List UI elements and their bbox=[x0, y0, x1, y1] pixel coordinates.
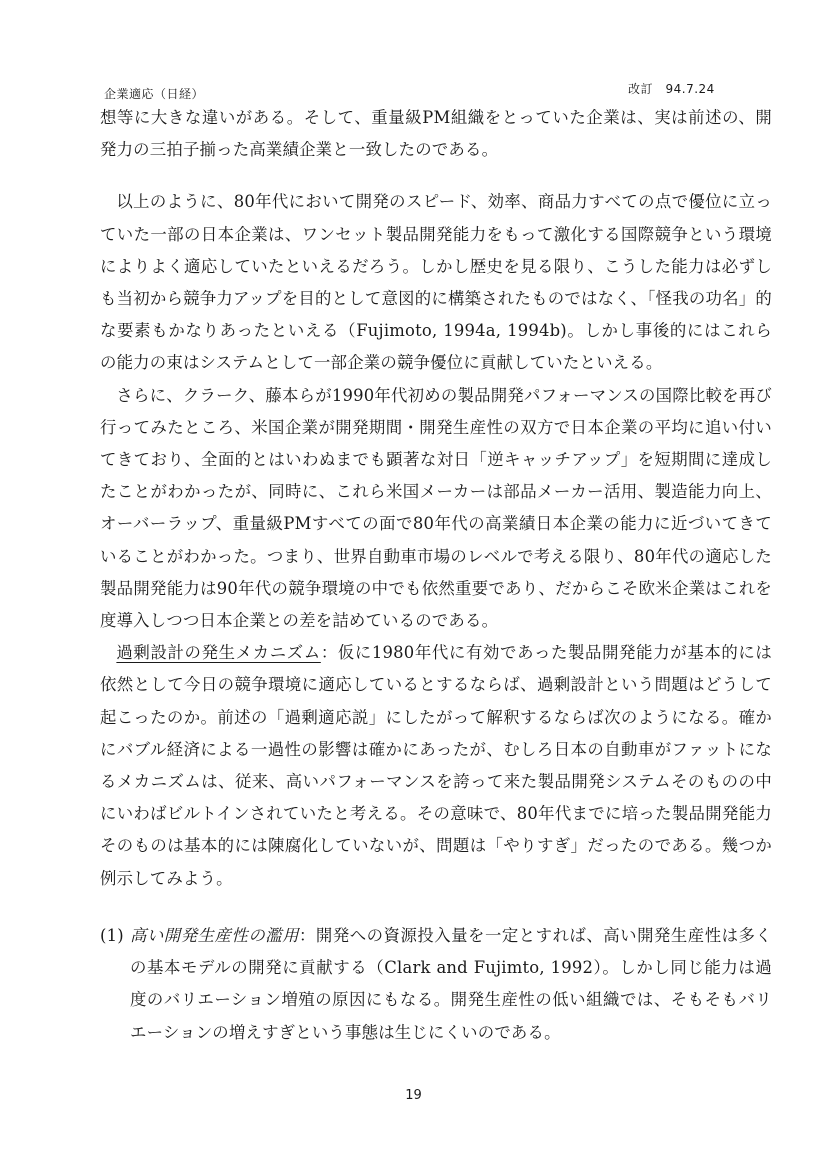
list-item-title: 高い開発生産性の濫用 bbox=[130, 926, 300, 945]
paragraph-2: 以上のように、80年代において開発のスピード、効率、商品力すべての点で優位に立っていた一部の日本企業は、ワンセット製品開発能力をもって激化する国際競争という環境によりよく適応していたといえるだろう。しかし歴史を見る限り、こうした能力は必ずしも当初から競争力アップを目的として意図的に構築されたものではなく、「怪我の功名」的な要素もかなりあったといえる（Fujimoto, 1994a, 1994b)。しかし事後的にはこれらの能力の束はシステムとして一部企業の競争優位に貢献していたといえる。 bbox=[100, 192, 772, 373]
list-item-text: ：開発への資源投入量を一定とすれば、高い開発生産性は多くの基本モデルの開発に貢献する（Clark and Fujimto, 1992）。しかし同じ能力は過度のバリエーション増殖の原因にもなる。開発生産性の低い組織では、そもそもバリエーションの増えすぎという事態は生じにくいのである。 bbox=[130, 926, 772, 1042]
section-title: 過剰設計の発生メカニズム bbox=[116, 643, 321, 663]
revision-date: 改訂 94.7.24 bbox=[628, 82, 715, 96]
paragraph-1: 想等に大きな違いがある。そして、重量級PM組織をとっていた企業は、実は前述の、開発力の三拍子揃った高業績企業と一致したのである。 bbox=[100, 108, 772, 160]
header-left-label: 企業適応（日経） bbox=[104, 87, 205, 101]
page-number: 19 bbox=[405, 1088, 422, 1103]
list-item-number: (1) bbox=[100, 926, 124, 945]
paragraph-4-body: ：仮に1980年代に有効であった製品開発能力が基本的には依然として今日の競争環境に適応しているとするならば、過剰設計という問題はどうして起こったのか。前述の「過剰適応説」にしたがって解釈するならば次のようになる。確かにバブル経済による一過性の影響は確かにあったが、むしろ日本の自動車がファットになるメカニズムは、従来、高いパフォーマンスを誇って来た製品開発システムそのものの中にいわばビルトインされていたと考える。その意味で、80年代までに培った製品開発能力そのものは基本的には陳腐化していないが、問題は「やりすぎ」だったのである。幾つか例示してみよう。 bbox=[100, 643, 772, 888]
list-item bbox=[100, 920, 772, 1049]
paragraph-3: さらに、クラーク、藤本らが1990年代初めの製品開発パフォーマンスの国際比較を再び行ってみたところ、米国企業が開発期間・開発生産性の双方で日本企業の平均に追い付いてきており、全面的とはいわぬまでも顕著な対日「逆キャッチアップ」を短期間に達成したことがわかったが、同時に、これら米国メーカーは部品メーカー活用、製造能力向上、オーバーラップ、重量級PMすべての面で80年代の高業績日本企業の能力に近づいてきていることがわかった。つまり、世界自動車市場のレベルで考える限り、80年代の適応した製品開発能力は90年代の競争環境の中でも依然重要であり、だからこそ欧米企業はこれを度導入しつつ日本企業との差を詰めているのである。 bbox=[100, 385, 772, 631]
paragraph-4 bbox=[100, 637, 772, 895]
body-text bbox=[100, 102, 772, 895]
list-item-body bbox=[130, 920, 772, 1049]
numbered-list bbox=[100, 920, 772, 1049]
